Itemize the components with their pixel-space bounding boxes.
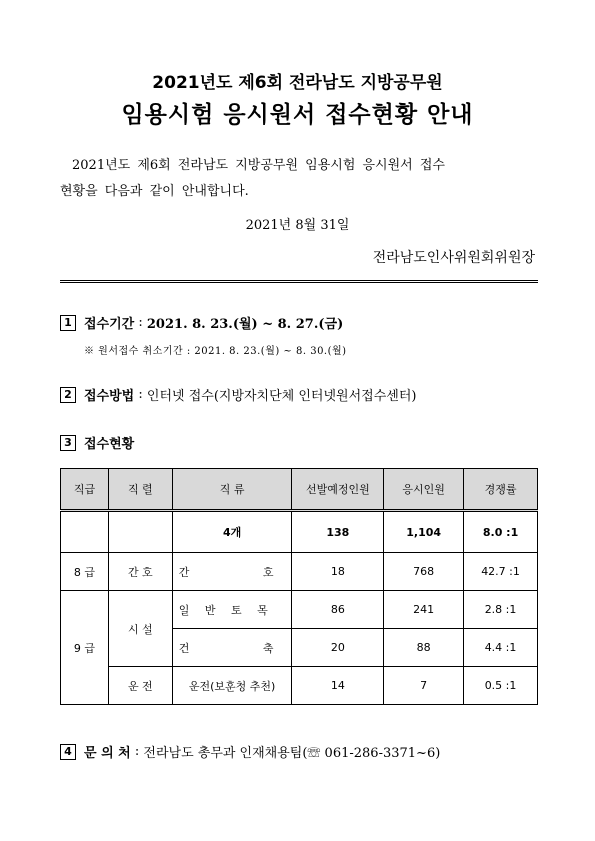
class-cell: 일 반 토 목 [172, 591, 292, 629]
divider-line [60, 280, 538, 283]
section-colon: : [130, 744, 144, 759]
planned-cell: 18 [292, 553, 384, 591]
total-class: 4개 [172, 511, 292, 553]
section-label: 접수기간 [84, 317, 135, 332]
section-number: 3 [60, 435, 76, 451]
table-row [61, 591, 538, 629]
total-series [108, 511, 172, 553]
class-cell: 건 축 [172, 629, 292, 667]
section-text: 2021. 8. 23.(월) ~ 8. 27.(금) [146, 317, 344, 332]
intro-line-1: 2021년도 제6회 전라남도 지방공무원 임용시험 응시원서 접수 [72, 158, 445, 173]
section-text: 전라남도 총무과 인재채용팀(☏ 061-286-3371~6) [143, 746, 441, 761]
section-label: 접수방법 [84, 389, 135, 404]
table-header-row [61, 469, 538, 511]
section-number: 1 [60, 315, 76, 331]
table-row [61, 553, 538, 591]
title-line-2: 임용시험 응시원서 접수현황 안내 [121, 102, 474, 128]
header-class: 직 류 [172, 469, 292, 511]
section-label: 접수현황 [84, 437, 135, 452]
total-planned: 138 [292, 511, 384, 553]
ratio-cell: 4.4 :1 [464, 629, 538, 667]
intro-line-2: 현황을 다음과 같이 안내합니다. [60, 184, 249, 199]
applicants-cell: 7 [384, 667, 464, 705]
section-number: 2 [60, 387, 76, 403]
series-cell: 간 호 [108, 553, 172, 591]
section-colon: : [134, 315, 147, 330]
applicants-cell: 241 [384, 591, 464, 629]
planned-cell: 14 [292, 667, 384, 705]
series-cell: 운 전 [108, 667, 172, 705]
header-applicants: 응시인원 [384, 469, 464, 511]
grade-cell: 9 급 [61, 591, 109, 705]
section-colon: : [134, 387, 147, 402]
series-cell: 시 설 [108, 591, 172, 667]
issuing-organization: 전라남도인사위원회위원장 [372, 250, 535, 266]
total-applicants: 1,104 [384, 511, 464, 553]
applicants-cell: 768 [384, 553, 464, 591]
class-cell: 간 호 [172, 553, 292, 591]
total-ratio: 8.0 :1 [464, 511, 538, 553]
section-reception-status [60, 433, 134, 452]
ratio-cell: 42.7 :1 [464, 553, 538, 591]
title-line-1: 2021년도 제6회 전라남도 지방공무원 [152, 73, 443, 93]
total-grade [61, 511, 109, 553]
header-planned: 선발예정인원 [292, 469, 384, 511]
ratio-cell: 0.5 :1 [464, 667, 538, 705]
table-total-row [61, 511, 538, 553]
ratio-cell: 2.8 :1 [464, 591, 538, 629]
section-number: 4 [60, 744, 76, 760]
section-label: 문 의 처 [84, 746, 131, 761]
applicants-cell: 88 [384, 629, 464, 667]
grade-cell: 8 급 [61, 553, 109, 591]
cancellation-note: ※ 원서접수 취소기간 : 2021. 8. 23.(월) ~ 8. 30.(월) [84, 346, 347, 357]
status-table [60, 468, 538, 705]
announcement-date: 2021년 8월 31일 [245, 218, 350, 233]
section-contact [60, 742, 440, 761]
section-text: 인터넷 접수(지방자치단체 인터넷원서접수센터) [146, 389, 417, 404]
header-ratio: 경쟁률 [464, 469, 538, 511]
header-grade: 직급 [61, 469, 109, 511]
planned-cell: 86 [292, 591, 384, 629]
class-cell: 운전(보훈청 추천) [172, 667, 292, 705]
section-reception-period [60, 313, 343, 332]
table-row [61, 667, 538, 705]
planned-cell: 20 [292, 629, 384, 667]
section-reception-method [60, 385, 416, 404]
intro-paragraph [60, 153, 538, 205]
header-series: 직 렬 [108, 469, 172, 511]
